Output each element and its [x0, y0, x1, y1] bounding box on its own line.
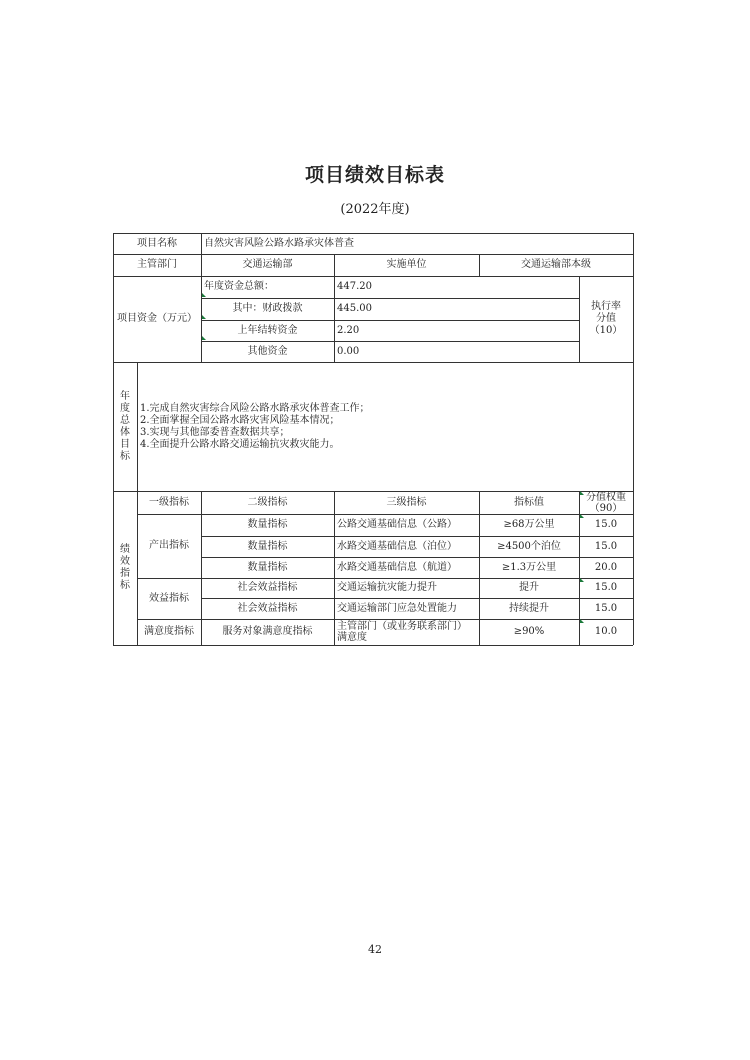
level3-cell: 交通运输部门应急处置能力	[337, 602, 457, 614]
level3-cell: 水路交通基础信息（泊位）	[337, 540, 457, 552]
annual-goal-content	[137, 362, 633, 491]
header-weight-line: 分值权重	[586, 491, 626, 503]
indicators-label	[113, 491, 137, 645]
page-number: 42	[368, 943, 382, 956]
funds-total-value: 447.20	[337, 281, 372, 292]
value-cell: ≥4500个泊位	[497, 540, 561, 552]
header-value: 指标值	[514, 496, 544, 508]
level2-cell: 数量指标	[247, 540, 288, 552]
funds-carryover-label: 上年结转资金	[237, 324, 298, 336]
value-cell: ≥68万公里	[503, 519, 555, 530]
exec-rate-score	[579, 276, 633, 362]
value-cell: ≥90%	[513, 626, 545, 637]
level1-satisfaction: 满意度指标	[144, 626, 194, 637]
level2-cell: 社会效益指标	[237, 582, 298, 593]
weight-cell: 15.0	[594, 582, 618, 593]
value-cell: 提升	[519, 582, 539, 593]
level2-cell: 服务对象满意度指标	[222, 626, 313, 637]
level3-cell: 公路交通基础信息（公路）	[337, 519, 457, 530]
dept-label: 主管部门	[137, 259, 177, 270]
funds-fiscal-label: 其中：财政拨款	[232, 303, 303, 314]
level1-output: 产出指标	[149, 540, 189, 551]
level3-line: 满意度	[337, 632, 367, 643]
funds-carryover-value: 2.20	[337, 324, 360, 336]
funds-other-value: 0.00	[337, 345, 360, 357]
header-level2: 二级指标	[247, 496, 288, 508]
header-weight-line: （90）	[589, 502, 623, 514]
funds-other-label: 其他资金	[247, 345, 288, 357]
goal-item: 4.全面提升公路水路交通运输抗灾救灾能力。	[140, 438, 340, 450]
level3-line: 主管部门（或业务联系部门）	[337, 621, 467, 632]
goal-item: 2.全面掌握全国公路水路灾害风险基本情况；	[140, 414, 340, 426]
dept-value: 交通运输部	[242, 259, 293, 270]
annual-goal-label-text: 年度总体目标	[120, 390, 130, 462]
header-weight	[579, 491, 633, 514]
weight-cell: 15.0	[594, 540, 618, 552]
exec-rate-line: （10）	[589, 325, 623, 336]
exec-rate-line: 执行率	[590, 301, 621, 312]
project-name-label: 项目名称	[137, 237, 177, 249]
funds-fiscal-value: 445.00	[337, 303, 372, 314]
level3-cell: 水路交通基础信息（航道）	[337, 561, 457, 573]
level2-cell: 数量指标	[247, 561, 288, 573]
weight-cell: 20.0	[594, 561, 618, 573]
level2-cell: 数量指标	[247, 519, 288, 530]
value-cell: ≥1.3万公里	[501, 561, 557, 573]
project-name-value: 自然灾害风险公路水路承灾体普查	[204, 237, 354, 249]
funds-label: 项目资金（万元）	[117, 313, 197, 324]
annual-goal-label	[113, 362, 137, 491]
funds-total-label: 年度资金总额：	[204, 281, 274, 292]
page-subtitle: (2022年度)	[340, 202, 410, 217]
level3-cell: 交通运输抗灾能力提升	[337, 582, 437, 593]
weight-cell: 15.0	[594, 519, 618, 530]
goal-item: 3.实现与其他部委普查数据共享；	[140, 426, 290, 438]
goal-item: 1.完成自然灾害综合风险公路水路承灾体普查工作；	[140, 402, 370, 414]
weight-cell: 10.0	[594, 626, 618, 637]
level3-cell	[334, 619, 479, 645]
weight-cell: 15.0	[594, 602, 618, 614]
exec-rate-line: 分值	[595, 313, 616, 324]
header-level3: 三级指标	[386, 496, 427, 508]
unit-label: 实施单位	[386, 259, 427, 270]
level2-cell: 社会效益指标	[237, 602, 298, 614]
header-level1: 一级指标	[149, 496, 189, 508]
level1-benefit: 效益指标	[149, 592, 189, 604]
indicators-label-text: 绩效指标	[120, 544, 130, 591]
page-title: 项目绩效目标表	[304, 164, 445, 186]
unit-value: 交通运输部本级	[521, 259, 591, 270]
value-cell: 持续提升	[509, 602, 549, 614]
